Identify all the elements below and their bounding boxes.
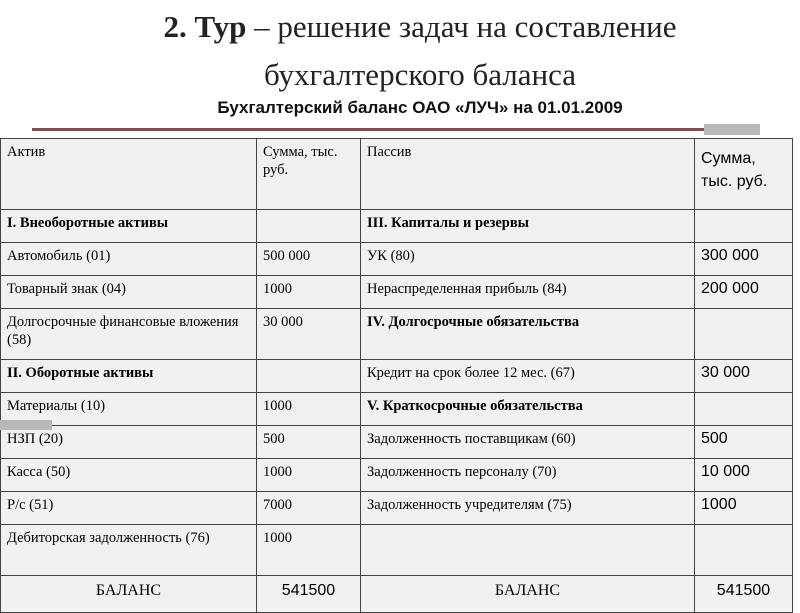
cell-asset-sum: 1000 xyxy=(257,525,361,576)
cell-asset: Долгосрочные финансовые вложения (58) xyxy=(1,309,257,360)
section-current-assets: II. Оборотные активы xyxy=(1,360,257,393)
page-title-line1 xyxy=(0,8,800,46)
cell-asset: Дебиторская задолженность (76) xyxy=(1,525,257,576)
total-assets-sum: 541500 xyxy=(257,576,361,613)
cell-asset: Р/с (51) xyxy=(1,492,257,525)
cell-asset-sum xyxy=(257,360,361,393)
cell-asset-sum: 1000 xyxy=(257,459,361,492)
table-header-row xyxy=(1,139,793,210)
header-liabilities: Пассив xyxy=(361,139,695,210)
table-row xyxy=(1,210,793,243)
table-total-row xyxy=(1,576,793,613)
cell-liability-sum: 500 xyxy=(695,426,793,459)
cell-asset-sum: 30 000 xyxy=(257,309,361,360)
table-row xyxy=(1,393,793,426)
cell-liability-sum xyxy=(695,525,793,576)
cell-liability: Задолженность персоналу (70) xyxy=(361,459,695,492)
cell-asset: Касса (50) xyxy=(1,459,257,492)
cell-asset: Автомобиль (01) xyxy=(1,243,257,276)
cell-liability: УК (80) xyxy=(361,243,695,276)
cell-asset-sum: 500 000 xyxy=(257,243,361,276)
cell-liability: Задолженность учредителям (75) xyxy=(361,492,695,525)
header-assets: Актив xyxy=(1,139,257,210)
cell-asset-sum xyxy=(257,210,361,243)
cell-liability-sum xyxy=(695,393,793,426)
cell-liability-sum: 200 000 xyxy=(695,276,793,309)
balance-table xyxy=(0,138,793,613)
table-row xyxy=(1,459,793,492)
table-row xyxy=(1,525,793,576)
cell-asset-sum: 7000 xyxy=(257,492,361,525)
page-subtitle: Бухгалтерский баланс ОАО «ЛУЧ» на 01.01.2009 xyxy=(217,98,623,117)
left-edge-accent xyxy=(0,420,52,430)
title-line1-rest: – решение задач на составление xyxy=(246,9,677,44)
table-row xyxy=(1,243,793,276)
cell-asset-sum: 1000 xyxy=(257,393,361,426)
cell-liability: Кредит на срок более 12 мес. (67) xyxy=(361,360,695,393)
section-longterm-liabilities: IV. Долгосрочные обязательства xyxy=(361,309,695,360)
section-shortterm-liabilities: V. Краткосрочные обязательства xyxy=(361,393,695,426)
cell-asset-sum: 500 xyxy=(257,426,361,459)
cell-liability-sum xyxy=(695,309,793,360)
cell-liability: Задолженность поставщикам (60) xyxy=(361,426,695,459)
section-noncurrent-assets: I. Внеоборотные активы xyxy=(1,210,257,243)
header-assets-sum: Сумма, тыс. руб. xyxy=(257,139,361,210)
page-title-line2: бухгалтерского баланса xyxy=(263,57,577,92)
cell-liability-sum: 300 000 xyxy=(695,243,793,276)
cell-liability-sum: 1000 xyxy=(695,492,793,525)
table-row xyxy=(1,276,793,309)
table-row xyxy=(1,426,793,459)
cell-asset-sum: 1000 xyxy=(257,276,361,309)
cell-asset: Товарный знак (04) xyxy=(1,276,257,309)
cell-liability-sum: 30 000 xyxy=(695,360,793,393)
cell-liability xyxy=(361,525,695,576)
total-liabilities-sum: 541500 xyxy=(695,576,793,613)
header-liabilities-sum: Сумма, тыс. руб. xyxy=(695,139,793,210)
cell-asset: НЗП (20) xyxy=(1,426,257,459)
cell-liability: Нераспределенная прибыль (84) xyxy=(361,276,695,309)
cell-asset: Материалы (10) xyxy=(1,393,257,426)
title-divider xyxy=(32,128,760,131)
table-row xyxy=(1,360,793,393)
table-row xyxy=(1,309,793,360)
divider-accent xyxy=(704,124,760,135)
cell-liability-sum: 10 000 xyxy=(695,459,793,492)
section-capital-reserves: III. Капиталы и резервы xyxy=(361,210,695,243)
total-assets-label: БАЛАНС xyxy=(1,576,257,613)
cell-liability-sum xyxy=(695,210,793,243)
table-row xyxy=(1,492,793,525)
title-tour-label: 2. Тур xyxy=(163,9,247,44)
total-liabilities-label: БАЛАНС xyxy=(361,576,695,613)
